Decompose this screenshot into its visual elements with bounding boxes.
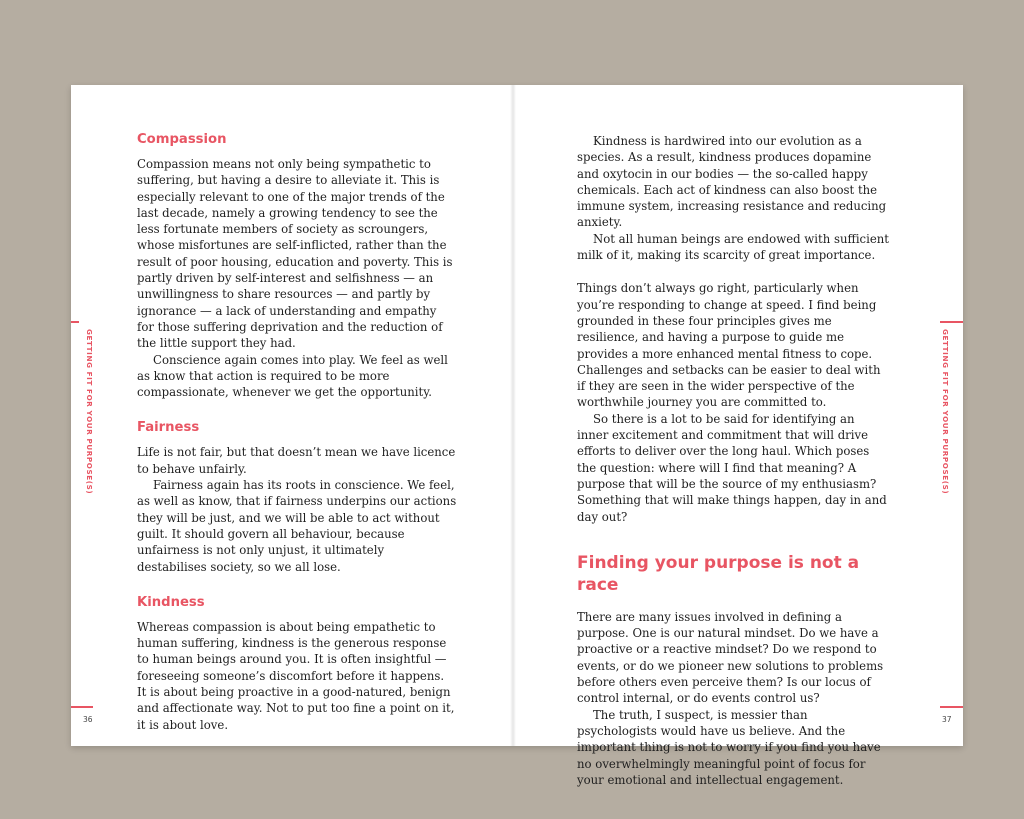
page-number-right: 37 <box>942 715 952 724</box>
book-spread <box>71 85 963 787</box>
paragraph: Whereas compassion is about being empathetic to human suffering, kindness is the generous response to human beings around you. It is often insightful — foreseeing someone’s discomfort before it happens. It is about being proactive in a good-natured, benign and affectionate way. Not to put too fine a point on it, it is about love. <box>137 619 455 732</box>
page-number-left: 36 <box>83 715 93 724</box>
right-margin-rule-top <box>940 321 963 323</box>
paragraph: Things don’t always go right, particularly when you’re responding to change at speed. I find being grounded in these four principles gives me resilience, and having a purpose to guide me provides a more enhanced mental fitness to cope. Challenges and setbacks can be easier to deal with if they are seen in the wider perspective of the worthwhile journey you are committed to. <box>577 281 881 410</box>
paragraph: There are many issues involved in defining a purpose. One is our natural mindset. Do we have a proactive or a reactive mindset? Do we respond to events, or do we pioneer new solutions to problems before others even perceive them? Is our locus of control internal, or do events control us? <box>577 609 884 706</box>
running-head-right: GETTING FIT FOR YOUR PURPOSE(S) <box>941 329 950 495</box>
paragraph: Not all human beings are endowed with sufficient milk of it, making its scarcity of great importance. <box>577 231 889 263</box>
right-margin-rule-bottom <box>940 706 963 708</box>
paragraph: The truth, I suspect, is messier than psychologists would have us believe. And the important thing is not to worry if you find you have no overwhelmingly meaningful point of focus for your emotional and intellectual engagement. <box>577 707 881 787</box>
paragraph: Compassion means not only being sympathetic to suffering, but having a desire to alleviate it. This is especially relevant to one of the major trends of the last decade, namely a growing tendency to see the less fortunate members of society as scroungers, whose misfortunes are self-inflicted, rather than the result of poor housing, education and poverty. This is partly driven by self-interest and selfishness — an unwillingness to share resources — and partly by ignorance — a lack of understanding and empathy for those suffering deprivation and the reduction of the little support they had. <box>137 157 453 351</box>
left-page-text <box>137 131 457 733</box>
section-heading-fairness: Fairness <box>137 420 200 436</box>
section-heading-compassion: Compassion <box>137 132 227 147</box>
section-heading-kindness: Kindness <box>137 594 205 610</box>
right-page-text <box>577 133 889 788</box>
left-margin-rule-bottom <box>71 706 93 708</box>
paragraph: Conscience again comes into play. We feel as well as know that action is required to be more compassionate, whenever we get the opportunity. <box>137 352 448 400</box>
left-margin-rule-top <box>71 321 79 323</box>
paragraph: So there is a lot to be said for identifying an inner excitement and commitment that will drive efforts to deliver over the long haul. Which poses the question: where will I find that meaning? A purpose that will be the source of my enthusiasm? Something that will make things happen, day in and day out? <box>577 411 887 524</box>
running-head-left: GETTING FIT FOR YOUR PURPOSE(S) <box>85 329 94 495</box>
section-heading-finding-purpose: Finding your purpose is not a race <box>577 552 860 595</box>
paragraph: Fairness again has its roots in conscience. We feel, as well as know, that if fairness underpins our actions they will be just, and we will be able to act without guilt. It should govern all behaviour, because unfairness is not only unjust, it ultimately destabilises society, so we all lose. <box>137 478 457 574</box>
paragraph: Kindness is hardwired into our evolution as a species. As a result, kindness produces dopamine and oxytocin in our bodies — the so-called happy chemicals. Each act of kindness can also boost the immune system, increasing resistance and reducing anxiety. <box>577 134 887 230</box>
page-gutter <box>510 85 516 746</box>
paragraph: Life is not fair, but that doesn’t mean we have licence to behave unfairly. <box>137 445 456 476</box>
